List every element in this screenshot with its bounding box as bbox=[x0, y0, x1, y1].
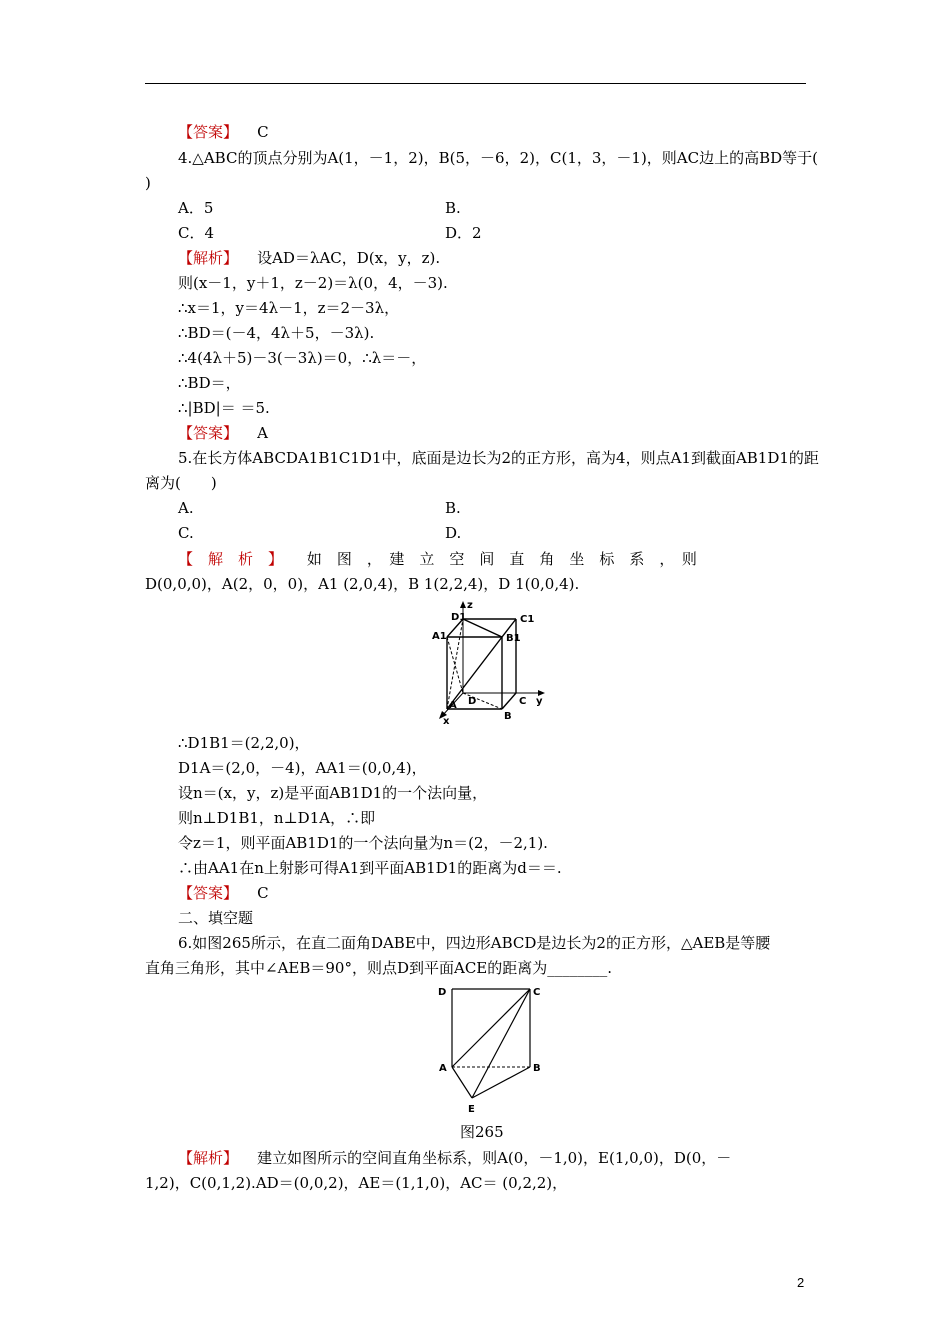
q5-solution-line5: 则n⊥D1B1，n⊥D1A，∴即 bbox=[178, 809, 376, 827]
answer-value: A bbox=[257, 424, 268, 442]
answer-tag: 【答案】 bbox=[178, 884, 239, 902]
solution-tag: 【解析】 bbox=[178, 1149, 239, 1167]
label-A: A bbox=[439, 1063, 447, 1074]
label-A1: A1 bbox=[432, 631, 447, 642]
label-x: x bbox=[443, 716, 450, 726]
q6-solution-line2: 1,2)，C(0,1,2).AD＝(0,0,2)，AE＝(1,1,0)，AC＝ (0,2,2)， bbox=[145, 1174, 568, 1192]
q6-sol1: 建立如图所示的空间直角坐标系，则A(0，－1,0)，E(1,0,0)，D(0，－ bbox=[257, 1149, 732, 1167]
q5-solution-line7: ∴由AA1在n上射影可得A1到平面AB1D1的距离为d＝＝. bbox=[178, 859, 562, 877]
q4-option-d: D．2 bbox=[445, 224, 482, 242]
figure-caption: 图265 bbox=[460, 1123, 504, 1141]
solution-tag: 【解析】 bbox=[178, 249, 239, 267]
label-D1: D1 bbox=[451, 612, 467, 623]
label-A: A bbox=[449, 700, 457, 711]
label-C1: C1 bbox=[520, 614, 535, 625]
q5-solution-header bbox=[178, 549, 697, 569]
label-y: y bbox=[536, 696, 543, 707]
label-B: B bbox=[533, 1063, 541, 1074]
answer-line bbox=[178, 122, 269, 142]
solution-tag: 【 解 析 】 bbox=[178, 550, 284, 568]
q6-stem-line1: 6.如图265所示，在直二面角DABE中，四边形ABCD是边长为2的正方形，△AEB是等腰 bbox=[178, 934, 771, 952]
q4-solution-line3: ∴x＝1，y＝4λ－1，z＝2－3λ， bbox=[178, 299, 400, 317]
label-B: B bbox=[504, 711, 512, 722]
q5-option-b: B. bbox=[445, 499, 461, 517]
answer-tag: 【答案】 bbox=[178, 123, 239, 141]
label-C: C bbox=[533, 987, 541, 998]
label-C: C bbox=[519, 696, 527, 707]
q4-option-c: C．4 bbox=[178, 224, 215, 242]
q5-option-d: D. bbox=[445, 524, 462, 542]
q4-stem-line2: ) bbox=[145, 174, 151, 192]
label-B1: B1 bbox=[506, 633, 521, 644]
q5-option-a: A. bbox=[178, 499, 194, 517]
q4-solution-line4: ∴BD＝(－4，4λ＋5，－3λ). bbox=[178, 324, 375, 342]
answer-tag: 【答案】 bbox=[178, 424, 239, 442]
q5-stem-line1: 5.在长方体ABCDA1B1C1D1中，底面是边长为2的正方形，高为4，则点A1到截面AB1D1的距 bbox=[178, 449, 819, 467]
label-z: z bbox=[467, 600, 473, 611]
z-axis-arrow bbox=[460, 601, 466, 608]
q5-solution-line2: ∴D1B1＝(2,2,0)， bbox=[178, 734, 310, 752]
q5-solution-line1: D(0,0,0)，A(2，0，0)，A1 (2,0,4)，B 1(2,2,4)，D 1(0,0,4). bbox=[145, 575, 580, 593]
q6-solution-line1 bbox=[178, 1148, 731, 1168]
q4-option-a: A．5 bbox=[178, 199, 214, 217]
label-D: D bbox=[468, 696, 477, 707]
q6-stem-line2: 直角三角形，其中∠AEB＝90°，则点D到平面ACE的距离为________. bbox=[145, 959, 613, 977]
q4-solution-line6: ∴BD＝， bbox=[178, 374, 241, 392]
header-rule bbox=[145, 83, 806, 84]
answer-value: C bbox=[257, 123, 269, 141]
q4-solution-line1 bbox=[178, 248, 440, 268]
q5-answer-line bbox=[178, 883, 269, 903]
q5-solution-line4: 设n＝(x，y，z)是平面AB1D1的一个法向量， bbox=[178, 784, 488, 802]
q5-solution-line6: 令z＝1，则平面AB1D1的一个法向量为n＝(2，－2,1). bbox=[178, 834, 548, 852]
q4-option-b: B. bbox=[445, 199, 461, 217]
q6-figure bbox=[432, 982, 552, 1120]
answer-value: C bbox=[257, 884, 269, 902]
q4-solution-line2: 则(x－1，y＋1，z－2)＝λ(0，4，－3). bbox=[178, 274, 448, 292]
q4-solution-line5: ∴4(4λ＋5)－3(－3λ)＝0，∴λ＝－， bbox=[178, 349, 427, 367]
q5-sol-intro: 如 图 ， 建 立 空 间 直 角 坐 标 系 ， 则 bbox=[306, 550, 697, 568]
q5-solution-line3: D1A＝(2,0，－4)，AA1＝(0,0,4)， bbox=[178, 759, 427, 777]
section-heading: 二、填空题 bbox=[178, 909, 254, 927]
q4-solution-line7: ∴|BD|＝ ＝5. bbox=[178, 399, 270, 417]
q5-cuboid-figure bbox=[428, 598, 558, 726]
label-E: E bbox=[468, 1104, 475, 1115]
label-D: D bbox=[438, 987, 447, 998]
q4-answer-line bbox=[178, 423, 268, 443]
q5-stem-line2: 离为( ) bbox=[145, 474, 217, 492]
q4-sol1: 设AD＝λAC，D(x，y，z). bbox=[257, 249, 441, 267]
q4-stem-line1: 4.△ABC的顶点分别为A(1，－1，2)，B(5，－6，2)，C(1，3，－1)，则AC边上的高BD等于( bbox=[178, 149, 819, 167]
q5-option-c: C. bbox=[178, 524, 194, 542]
page-number: 2 bbox=[797, 1275, 805, 1290]
